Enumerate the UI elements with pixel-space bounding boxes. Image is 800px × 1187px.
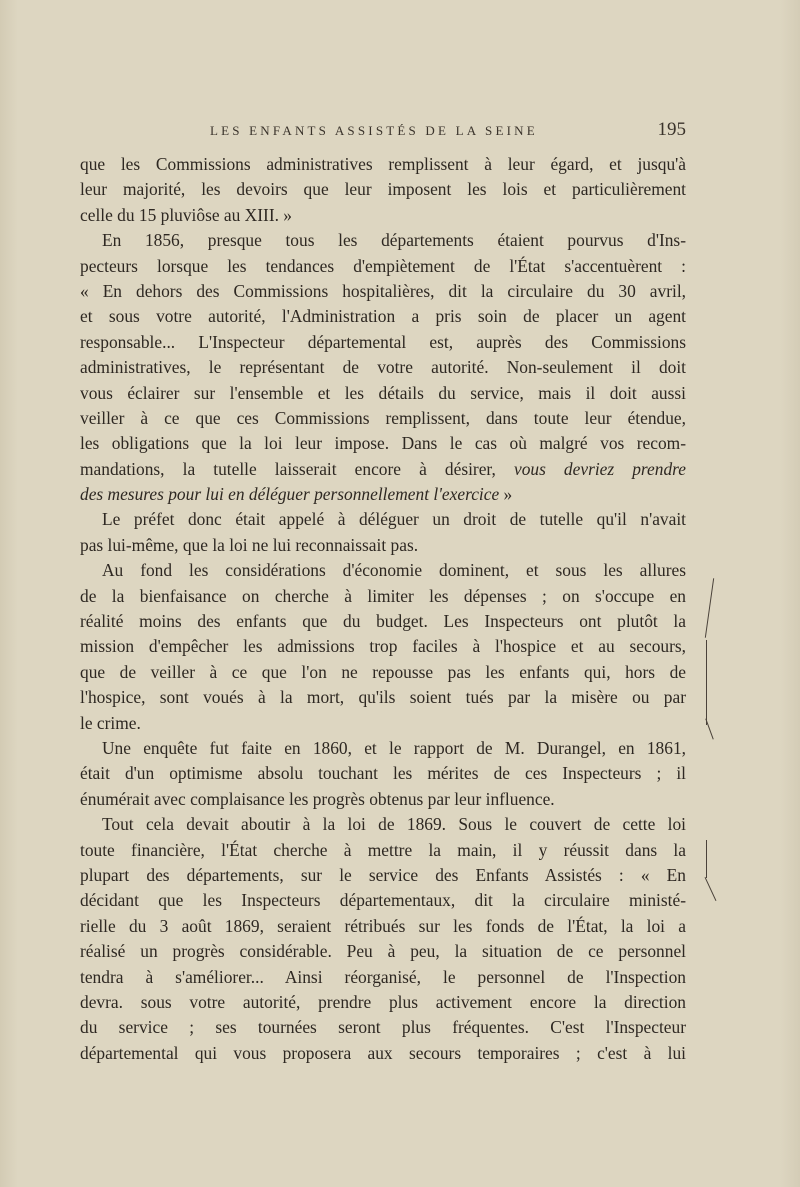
text-line: devra. sous votre autorité, prendre plus activement encore la direction <box>80 991 686 1012</box>
margin-pencil-mark <box>705 578 714 638</box>
text-line: Tout cela devait aboutir à la loi de 1869. Sous le couvert de cette loi <box>102 814 686 835</box>
text-line: plupart des départements, sur le service des Enfants Assistés : « En <box>80 864 686 885</box>
text-line: Une enquête fut faite en 1860, et le rapport de M. Durangel, en 1861, <box>102 737 686 758</box>
text-line: les obligations que la loi leur impose. Dans le cas où malgré vos recom- <box>80 433 686 454</box>
margin-pencil-mark <box>705 718 713 739</box>
text-line: l'hospice, sont voués à la mort, qu'ils soient tués par la misère ou par <box>80 687 686 708</box>
text-line: réalisé un progrès considérable. Peu à peu, la situation de ce personnel <box>80 941 686 962</box>
page-number: 195 <box>657 119 686 140</box>
margin-pencil-mark <box>706 640 707 725</box>
text-line: que les Commissions administratives remplissent à leur égard, et jusqu'à <box>80 154 686 174</box>
text-line: que de veiller à ce que l'on ne repousse pas les enfants qui, hors de <box>80 661 686 682</box>
text-line <box>80 482 686 507</box>
text-line: En 1856, presque tous les départements étaient pourvus d'Ins- <box>102 230 686 251</box>
italic-quote: des mesures pour lui en déléguer personnellement l'exercice <box>80 484 500 505</box>
text-line: vous éclairer sur l'ensemble et les détails du service, mais il doit aussi <box>80 382 686 403</box>
running-head <box>80 119 686 143</box>
text-line: Le préfet donc était appelé à déléguer un droit de tutelle qu'il n'avait <box>102 509 686 530</box>
text-line: était d'un optimisme absolu touchant les mérites de ces Inspecteurs ; il <box>80 763 686 784</box>
text-line: rielle du 3 août 1869, seraient rétribués sur les fonds de l'État, la loi a <box>80 915 686 936</box>
text-line: veiller à ce que ces Commissions remplissent, dans toute leur étendue, <box>80 407 686 428</box>
text-line: énumérait avec complaisance les progrès obtenus par leur influence. <box>80 788 555 809</box>
italic-quote: vous devriez prendre <box>513 458 687 479</box>
text-line: décidant que les Inspecteurs départementaux, dit la circulaire ministé- <box>80 890 686 911</box>
text-line: administratives, le représentant de votre autorité. Non-seulement il doit <box>80 357 686 378</box>
margin-pencil-mark <box>706 840 707 878</box>
text-line: celle du 15 pluviôse au XIII. » <box>80 204 293 225</box>
text-line: leur majorité, les devoirs que leur imposent les lois et particulièrement <box>80 179 686 200</box>
text-line: mission d'empêcher les admissions trop faciles à l'hospice et au secours, <box>80 636 686 657</box>
text-line: réalité moins des enfants que du budget. Les Inspecteurs ont plutôt la <box>80 611 686 632</box>
text-line: pecteurs lorsque les tendances d'empiètement de l'État s'accentuèrent : <box>80 255 686 276</box>
text-line: « En dehors des Commissions hospitalières, dit la circulaire du 30 avril, <box>80 280 686 301</box>
body-text <box>80 152 686 1066</box>
text-line: toute financière, l'État cherche à mettre la main, il y réussit dans la <box>80 839 686 860</box>
text-line: et sous votre autorité, l'Administration a pris soin de placer un agent <box>80 306 686 327</box>
text-line <box>80 457 686 482</box>
text-line: du service ; ses tournées seront plus fréquentes. C'est l'Inspecteur <box>80 1017 686 1038</box>
margin-pencil-mark <box>705 877 717 901</box>
text-line: de la bienfaisance on cherche à limiter les dépenses ; on s'occupe en <box>80 585 686 606</box>
running-title: LES ENFANTS ASSISTÉS DE LA SEINE <box>210 123 538 138</box>
text-line: Au fond les considérations d'économie dominent, et sous les allures <box>102 560 686 581</box>
text-segment: » <box>499 484 513 505</box>
text-line: le crime. <box>80 712 141 733</box>
text-line: responsable... L'Inspecteur départemental est, auprès des Commissions <box>80 331 686 352</box>
text-segment: mandations, la tutelle laisserait encore à désirer, <box>80 458 514 479</box>
text-line: pas lui-même, que la loi ne lui reconnaissait pas. <box>80 534 419 555</box>
text-line: départemental qui vous proposera aux secours temporaires ; c'est à lui <box>80 1042 686 1063</box>
text-line: tendra à s'améliorer... Ainsi réorganisé, le personnel de l'Inspection <box>80 966 686 987</box>
